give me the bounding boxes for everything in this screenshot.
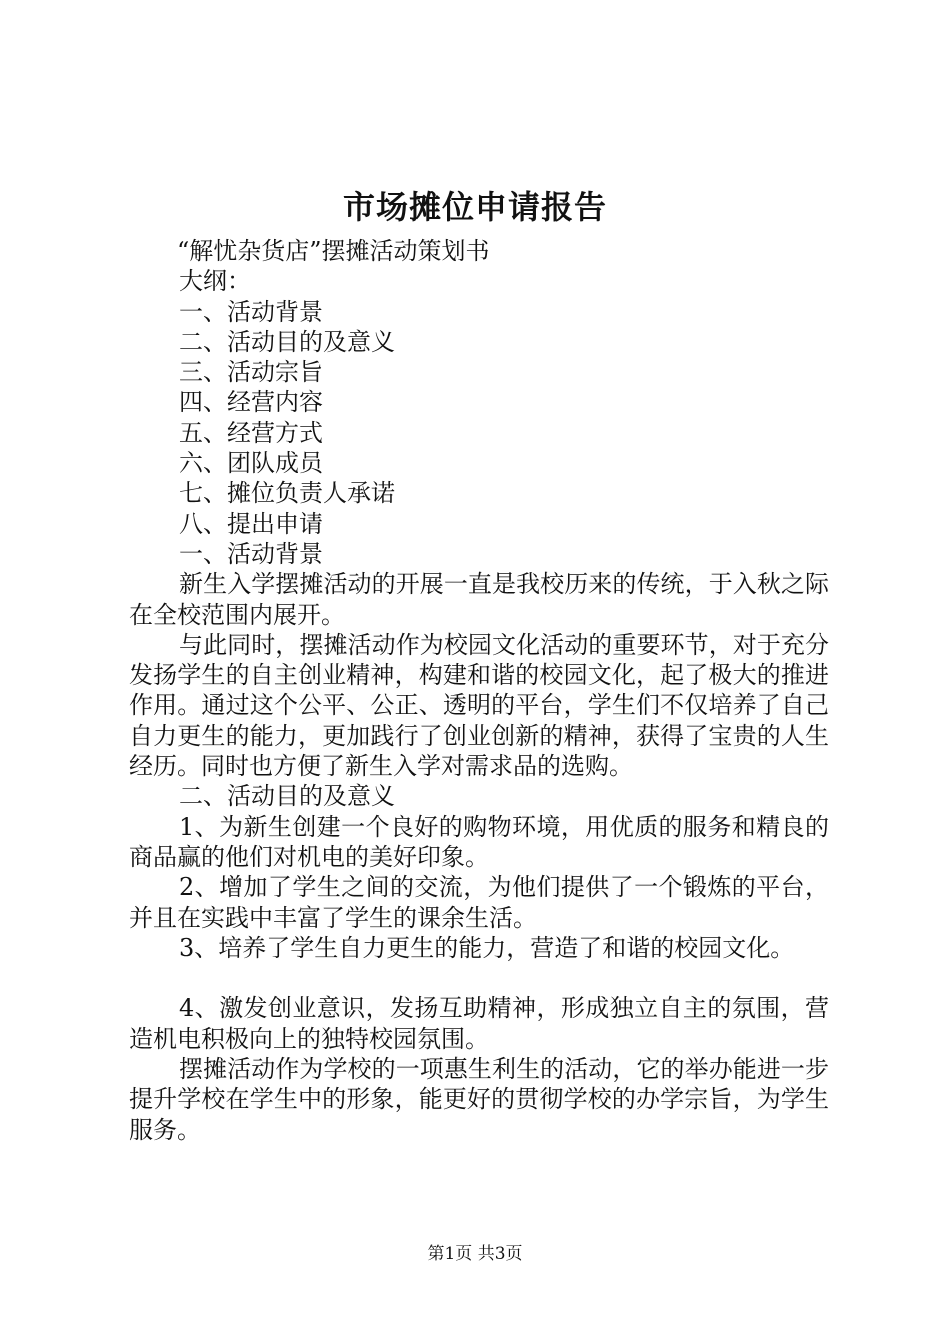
paragraph: 三、活动宗旨 bbox=[179, 358, 323, 387]
paragraph: 七、摊位负责人承诺 bbox=[179, 479, 395, 508]
paragraph: 2、增加了学生之间的交流，为他们提供了一个锻炼的平台，并且在实践中丰富了学生的课余生活。 bbox=[129, 873, 829, 932]
paragraph: 二、活动目的及意义 bbox=[179, 782, 395, 811]
paragraph: 与此同时，摆摊活动作为校园文化活动的重要环节，对于充分发扬学生的自主创业精神，构建和谐的校园文化，起了极大的推进作用。通过这个公平、公正、透明的平台，学生们不仅培养了自己自力更生的能力，更加践行了创业创新的精神，获得了宝贵的人生经历。同时也方便了新生入学对需求品的选购。 bbox=[129, 630, 829, 781]
page-title: 市场摊位申请报告 bbox=[342, 188, 607, 226]
blank-line bbox=[129, 963, 829, 993]
paragraph: 六、团队成员 bbox=[179, 449, 323, 478]
paragraph: 四、经营内容 bbox=[179, 388, 323, 417]
paragraph: 1、为新生创建一个良好的购物环境，用优质的服务和精良的商品赢的他们对机电的美好印象。 bbox=[129, 812, 829, 871]
page-footer: 第1页 共3页 bbox=[427, 1244, 523, 1264]
paragraph: 一、活动背景 bbox=[179, 297, 323, 326]
paragraph: “解忧杂货店”摆摊活动策划书 bbox=[177, 237, 490, 265]
paragraph: 五、经营方式 bbox=[179, 418, 323, 447]
paragraph: 一、活动背景 bbox=[179, 539, 323, 568]
document-body bbox=[129, 236, 829, 1145]
paragraph: 八、提出申请 bbox=[179, 509, 323, 538]
paragraph: 大纲： bbox=[179, 267, 251, 296]
paragraph: 摆摊活动作为学校的一项惠生利生的活动，它的举办能进一步提升学校在学生中的形象，能更好的贯彻学校的办学宗旨，为学生服务。 bbox=[129, 1055, 829, 1144]
paragraph: 二、活动目的及意义 bbox=[179, 327, 395, 356]
paragraph: 4、激发创业意识，发扬互助精神，形成独立自主的氛围，营造机电积极向上的独特校园氛围。 bbox=[129, 994, 829, 1053]
paragraph: 3、培养了学生自力更生的能力，营造了和谐的校园文化。 bbox=[179, 933, 795, 962]
paragraph: 新生入学摆摊活动的开展一直是我校历来的传统，于入秋之际在全校范围内展开。 bbox=[129, 570, 829, 629]
